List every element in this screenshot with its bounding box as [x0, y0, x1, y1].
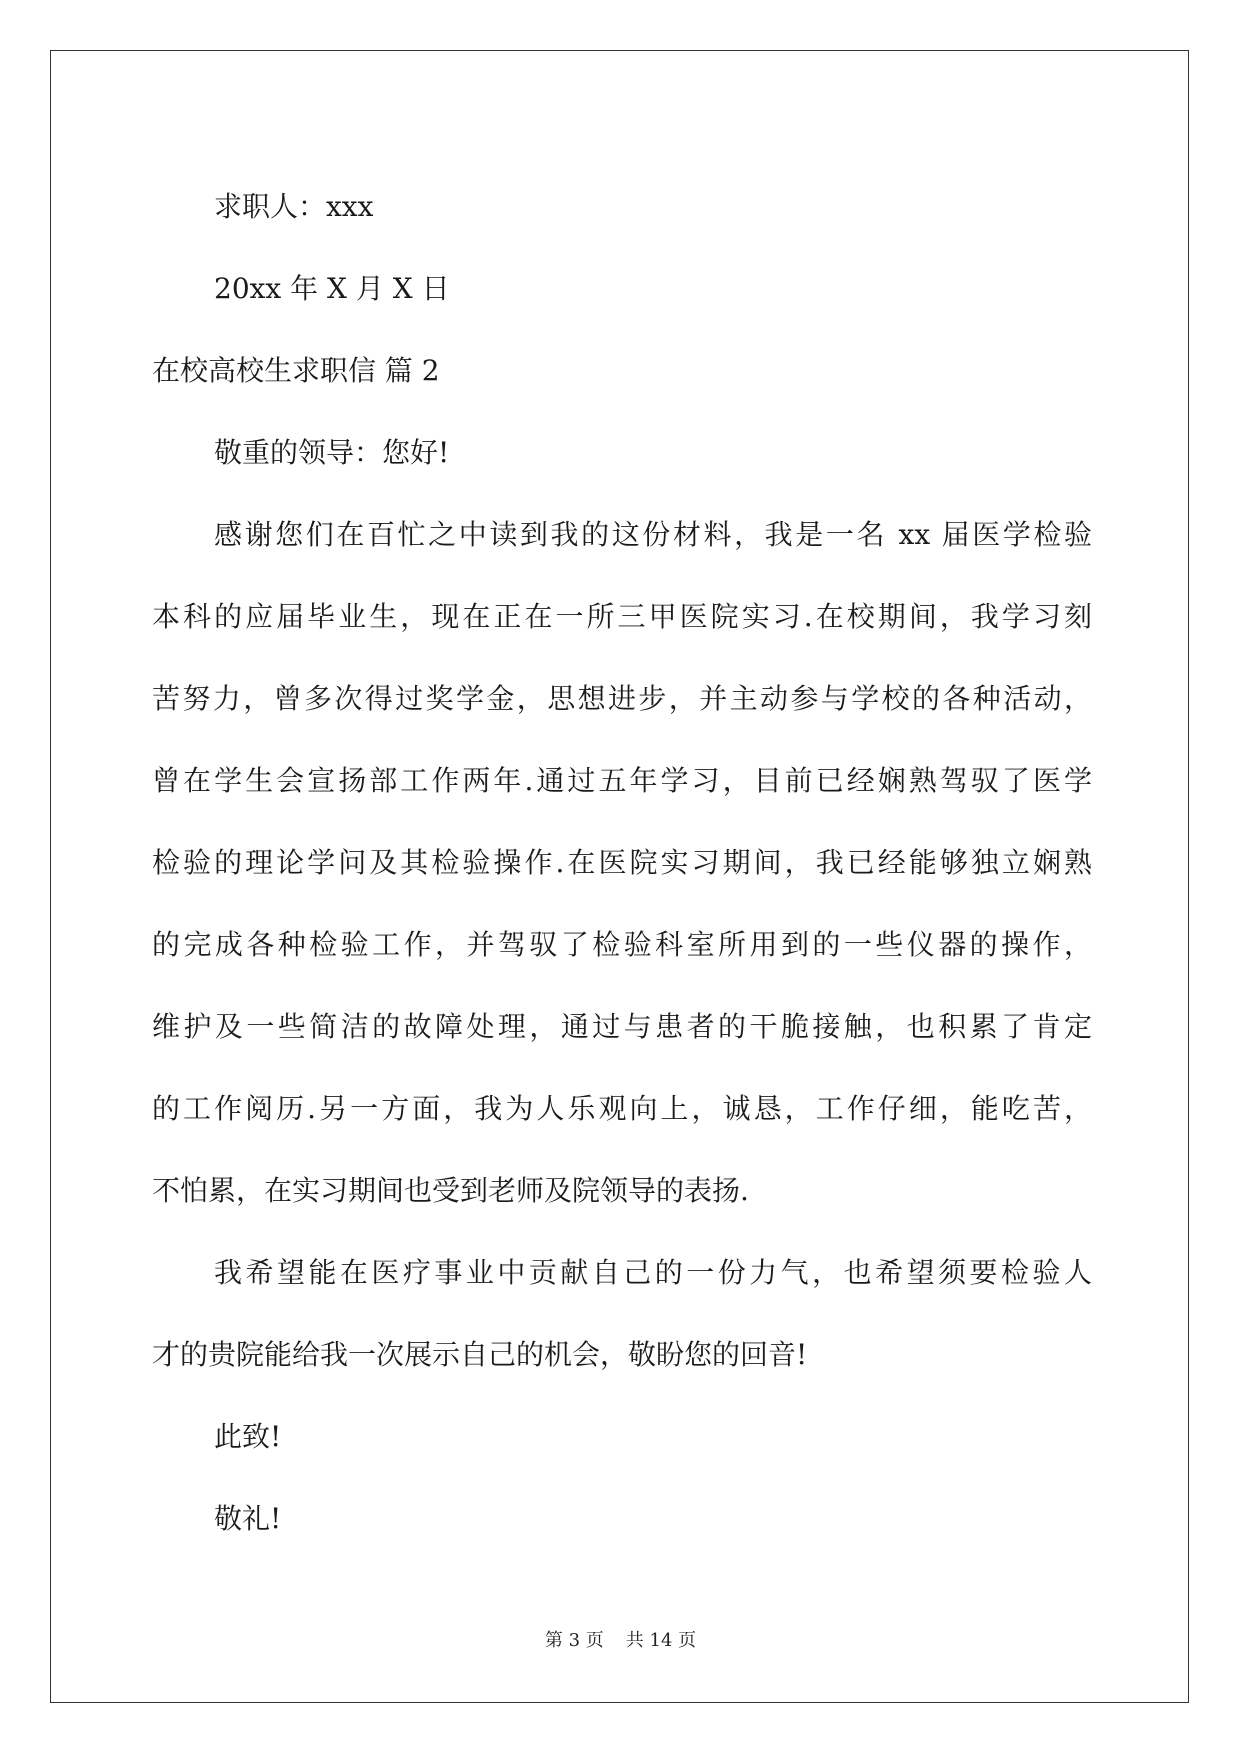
paragraph-1: [152, 494, 1092, 1232]
paragraph-line: 感谢您们在百忙之中读到我的这份材料，我是一名 xx 届医学检验: [214, 518, 1092, 551]
paragraph-line: 才的贵院能给我一次展示自己的机会，敬盼您的回音!: [152, 1338, 808, 1371]
paragraph-line: 苦努力，曾多次得过奖学金，思想进步，并主动参与学校的各种活动，: [152, 682, 1092, 715]
paragraph-line: 维护及一些简洁的故障处理，通过与患者的干脆接触，也积累了肯定: [152, 1010, 1092, 1043]
paragraph-line: 我希望能在医疗事业中贡献自己的一份力气，也希望须要检验人: [214, 1256, 1092, 1289]
closing-regards: 敬礼!: [214, 1502, 282, 1535]
paragraph-line: 的完成各种检验工作，并驾驭了检验科室所用到的一些仪器的操作，: [152, 928, 1092, 961]
paragraph-line: 检验的理论学问及其检验操作.在医院实习期间，我已经能够独立娴熟: [152, 846, 1092, 879]
paragraph-line: 的工作阅历.另一方面，我为人乐观向上，诚恳，工作仔细，能吃苦，: [152, 1092, 1092, 1125]
paragraph-2: [152, 1232, 1092, 1396]
signature-line: 求职人：xxx: [214, 190, 374, 223]
paragraph-line: 曾在学生会宣扬部工作两年.通过五年学习，目前已经娴熟驾驭了医学: [152, 764, 1092, 797]
closing-greeting: 此致!: [214, 1420, 282, 1453]
section-heading: 在校高校生求职信 篇 2: [152, 354, 440, 387]
page-total: 共 14 页: [625, 1630, 697, 1651]
page-footer: [0, 1626, 1241, 1652]
date-line: 20xx 年 X 月 X 日: [214, 272, 450, 305]
page-number: 第 3 页: [544, 1630, 604, 1651]
document-body: [152, 166, 1092, 1560]
paragraph-line: 不怕累，在实习期间也受到老师及院领导的表扬.: [152, 1174, 749, 1207]
salutation: 敬重的领导：您好!: [214, 436, 450, 469]
paragraph-line: 本科的应届毕业生，现在正在一所三甲医院实习.在校期间，我学习刻: [152, 600, 1092, 633]
